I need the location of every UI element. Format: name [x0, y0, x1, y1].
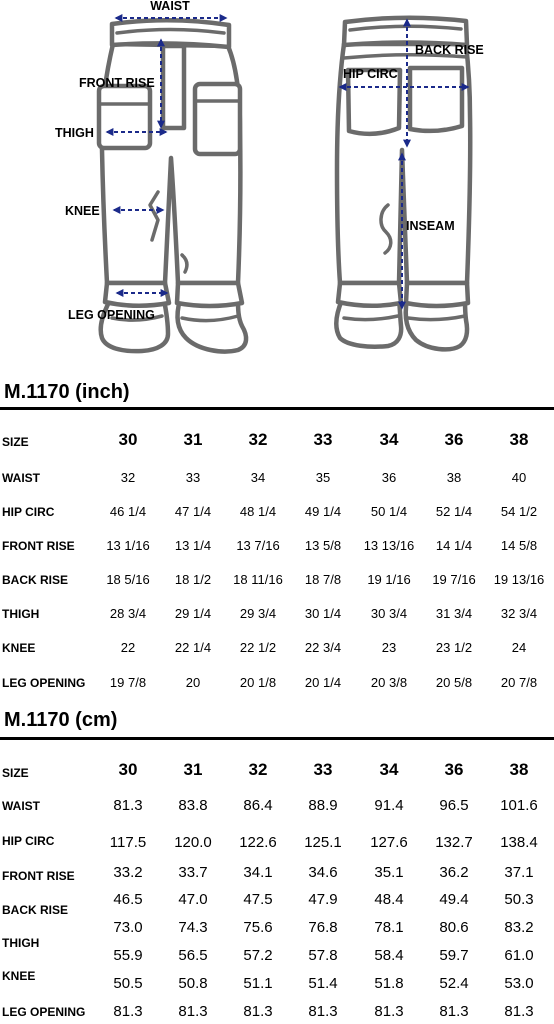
cm-value-cell: 48.4 — [374, 891, 404, 908]
inseam-label: INSEAM — [406, 219, 455, 233]
inch-value-cell: 22 1/2 — [239, 640, 277, 655]
inch-row-label: KNEE — [2, 641, 36, 655]
cm-value-cell: 56.5 — [178, 947, 208, 964]
inch-row-label: HIP CIRC — [2, 505, 55, 519]
inch-value-cell: 52 1/4 — [435, 504, 473, 519]
cm-value-cell: 101.6 — [500, 797, 538, 814]
leg-opening-label: LEG OPENING — [68, 308, 155, 322]
cm-value-cell: 52.4 — [439, 975, 469, 992]
cm-row-label: HIP CIRC — [2, 834, 55, 848]
inch-value-cell: 18 11/16 — [233, 572, 283, 587]
inch-value-cell: 54 1/2 — [500, 504, 538, 519]
cm-value-cell: 81.3 — [308, 1003, 338, 1020]
cm-value-cell: 127.6 — [370, 834, 408, 851]
inch-value-cell: 40 — [511, 470, 527, 485]
inch-value-cell: 20 5/8 — [435, 675, 473, 690]
inch-value-cell: 18 5/16 — [106, 572, 150, 587]
inch-value-cell: 28 3/4 — [109, 606, 147, 621]
back-rise-label: BACK RISE — [415, 43, 484, 57]
inch-size-value: 33 — [313, 430, 333, 449]
inch-value-cell: 20 7/8 — [500, 675, 538, 690]
cm-value-cell: 78.1 — [374, 919, 404, 936]
cm-value-cell: 76.8 — [308, 919, 338, 936]
inch-value-cell: 32 — [120, 470, 136, 485]
cm-value-cell: 138.4 — [500, 834, 538, 851]
cm-value-cell: 74.3 — [178, 919, 208, 936]
cm-value-cell: 80.6 — [439, 919, 469, 936]
inch-size-value: 38 — [509, 430, 529, 449]
cm-value-cell: 57.8 — [308, 947, 338, 964]
cm-value-cell: 57.2 — [243, 947, 273, 964]
cm-size-value: 34 — [379, 760, 399, 779]
inch-value-cell: 23 — [381, 640, 397, 655]
cm-size-value: 36 — [444, 760, 464, 779]
cm-value-cell: 36.2 — [439, 864, 469, 881]
cm-value-cell: 81.3 — [374, 1003, 404, 1020]
cm-row-label: WAIST — [2, 799, 40, 813]
hip-circ-label: HIP CIRC — [343, 67, 398, 81]
cm-value-cell: 81.3 — [178, 1003, 208, 1020]
cm-value-cell: 81.3 — [113, 1003, 143, 1020]
cm-size-value: 38 — [509, 760, 529, 779]
inch-value-cell: 20 1/8 — [239, 675, 277, 690]
cm-value-cell: 47.0 — [178, 891, 208, 908]
inch-value-cell: 30 1/4 — [304, 606, 342, 621]
cm-value-cell: 53.0 — [504, 975, 534, 992]
inch-size-value: 32 — [248, 430, 268, 449]
inch-value-cell: 22 — [120, 640, 136, 655]
inch-value-cell: 33 — [185, 470, 201, 485]
cm-value-cell: 55.9 — [113, 947, 143, 964]
cm-value-cell: 35.1 — [374, 864, 404, 881]
cm-value-cell: 83.8 — [178, 797, 208, 814]
cm-value-cell: 58.4 — [374, 947, 404, 964]
cm-value-cell: 125.1 — [304, 834, 342, 851]
cm-value-cell: 81.3 — [504, 1003, 534, 1020]
cm-value-cell: 75.6 — [243, 919, 273, 936]
inch-value-cell: 19 1/16 — [367, 572, 411, 587]
cm-table-title: M.1170 (cm) — [4, 709, 118, 731]
inch-size-value: 30 — [118, 430, 138, 449]
cm-value-cell: 51.4 — [308, 975, 338, 992]
inch-value-cell: 46 1/4 — [109, 504, 147, 519]
cm-row-label: FRONT RISE — [2, 869, 75, 883]
cm-value-cell: 132.7 — [435, 834, 473, 851]
inch-value-cell: 29 3/4 — [239, 606, 277, 621]
cm-size-value: 31 — [183, 760, 203, 779]
inch-value-cell: 20 3/8 — [370, 675, 408, 690]
cm-value-cell: 34.6 — [308, 864, 338, 881]
inch-value-cell: 22 3/4 — [304, 640, 342, 655]
inch-value-cell: 19 13/16 — [493, 572, 545, 587]
cm-value-cell: 117.5 — [109, 834, 147, 851]
cm-value-cell: 49.4 — [439, 891, 469, 908]
inch-value-cell: 36 — [381, 470, 397, 485]
cm-value-cell: 50.5 — [113, 975, 143, 992]
cm-value-cell: 51.8 — [374, 975, 404, 992]
cm-row-label: THIGH — [2, 936, 40, 950]
cm-value-cell: 96.5 — [439, 797, 469, 814]
inch-row-label: FRONT RISE — [2, 539, 75, 553]
cm-value-cell: 34.1 — [243, 864, 273, 881]
cm-value-cell: 50.3 — [504, 891, 534, 908]
cm-value-cell: 81.3 — [439, 1003, 469, 1020]
inch-value-cell: 49 1/4 — [304, 504, 342, 519]
inch-value-cell: 31 3/4 — [435, 606, 473, 621]
cm-value-cell: 122.6 — [239, 834, 277, 851]
inch-value-cell: 22 1/4 — [174, 640, 212, 655]
cm-value-cell: 46.5 — [113, 891, 143, 908]
inch-value-cell: 13 1/4 — [174, 538, 212, 553]
inch-value-cell: 47 1/4 — [174, 504, 212, 519]
cm-value-cell: 47.9 — [308, 891, 338, 908]
inch-value-cell: 23 1/2 — [435, 640, 473, 655]
cm-value-cell: 51.1 — [243, 975, 273, 992]
inch-value-cell: 13 1/16 — [106, 538, 150, 553]
inch-value-cell: 35 — [315, 470, 331, 485]
cm-value-cell: 83.2 — [504, 919, 534, 936]
cm-value-cell: 81.3 — [113, 797, 143, 814]
cm-value-cell: 33.7 — [178, 864, 208, 881]
front-rise-label: FRONT RISE — [79, 76, 155, 90]
inch-value-cell: 38 — [446, 470, 462, 485]
inch-size-value: 36 — [444, 430, 464, 449]
cm-value-cell: 47.5 — [243, 891, 273, 908]
inch-row-label: BACK RISE — [2, 573, 69, 587]
cm-value-cell: 91.4 — [374, 797, 404, 814]
cm-value-cell: 61.0 — [504, 947, 534, 964]
cm-size-value: 30 — [118, 760, 138, 779]
inch-value-cell: 18 7/8 — [304, 572, 342, 587]
inch-value-cell: 48 1/4 — [239, 504, 277, 519]
inch-value-cell: 34 — [250, 470, 266, 485]
cm-value-cell: 33.2 — [113, 864, 143, 881]
cm-value-cell: 59.7 — [439, 947, 469, 964]
inch-value-cell: 24 — [511, 640, 527, 655]
inch-value-cell: 19 7/8 — [109, 675, 147, 690]
cm-value-cell: 37.1 — [504, 864, 534, 881]
inch-value-cell: 32 3/4 — [500, 606, 538, 621]
inch-value-cell: 14 1/4 — [435, 538, 473, 553]
inch-size-label: SIZE — [2, 435, 29, 449]
waist-label: WAIST — [150, 0, 190, 13]
inch-size-value: 34 — [379, 430, 399, 449]
cm-size-value: 32 — [248, 760, 268, 779]
inch-value-cell: 30 3/4 — [370, 606, 408, 621]
cm-size-value: 33 — [313, 760, 333, 779]
cm-value-cell: 86.4 — [243, 797, 273, 814]
knee-label: KNEE — [65, 204, 100, 218]
inch-value-cell: 50 1/4 — [370, 504, 408, 519]
inch-value-cell: 19 7/16 — [432, 572, 476, 587]
inch-row-label: THIGH — [2, 607, 40, 621]
cm-value-cell: 50.8 — [178, 975, 208, 992]
cm-value-cell: 120.0 — [174, 834, 212, 851]
cm-value-cell: 88.9 — [308, 797, 338, 814]
inch-value-cell: 20 1/4 — [304, 675, 342, 690]
cm-value-cell: 81.3 — [243, 1003, 273, 1020]
inch-table-title: M.1170 (inch) — [4, 381, 130, 403]
inch-row-label: LEG OPENING — [2, 676, 86, 690]
thigh-label: THIGH — [55, 126, 94, 140]
cm-row-label: BACK RISE — [2, 903, 69, 917]
inch-row-label: WAIST — [2, 471, 40, 485]
inch-value-cell: 14 5/8 — [500, 538, 538, 553]
cm-value-cell: 73.0 — [113, 919, 143, 936]
cm-size-label: SIZE — [2, 766, 29, 780]
inch-value-cell: 13 7/16 — [236, 538, 280, 553]
cm-row-label: KNEE — [2, 969, 36, 983]
inch-size-value: 31 — [183, 430, 203, 449]
inch-value-cell: 13 5/8 — [304, 538, 342, 553]
inch-value-cell: 13 13/16 — [363, 538, 415, 553]
inch-value-cell: 29 1/4 — [174, 606, 212, 621]
cm-row-label: LEG OPENING — [2, 1005, 86, 1019]
inch-value-cell: 18 1/2 — [174, 572, 212, 587]
inch-value-cell: 20 — [185, 675, 201, 690]
